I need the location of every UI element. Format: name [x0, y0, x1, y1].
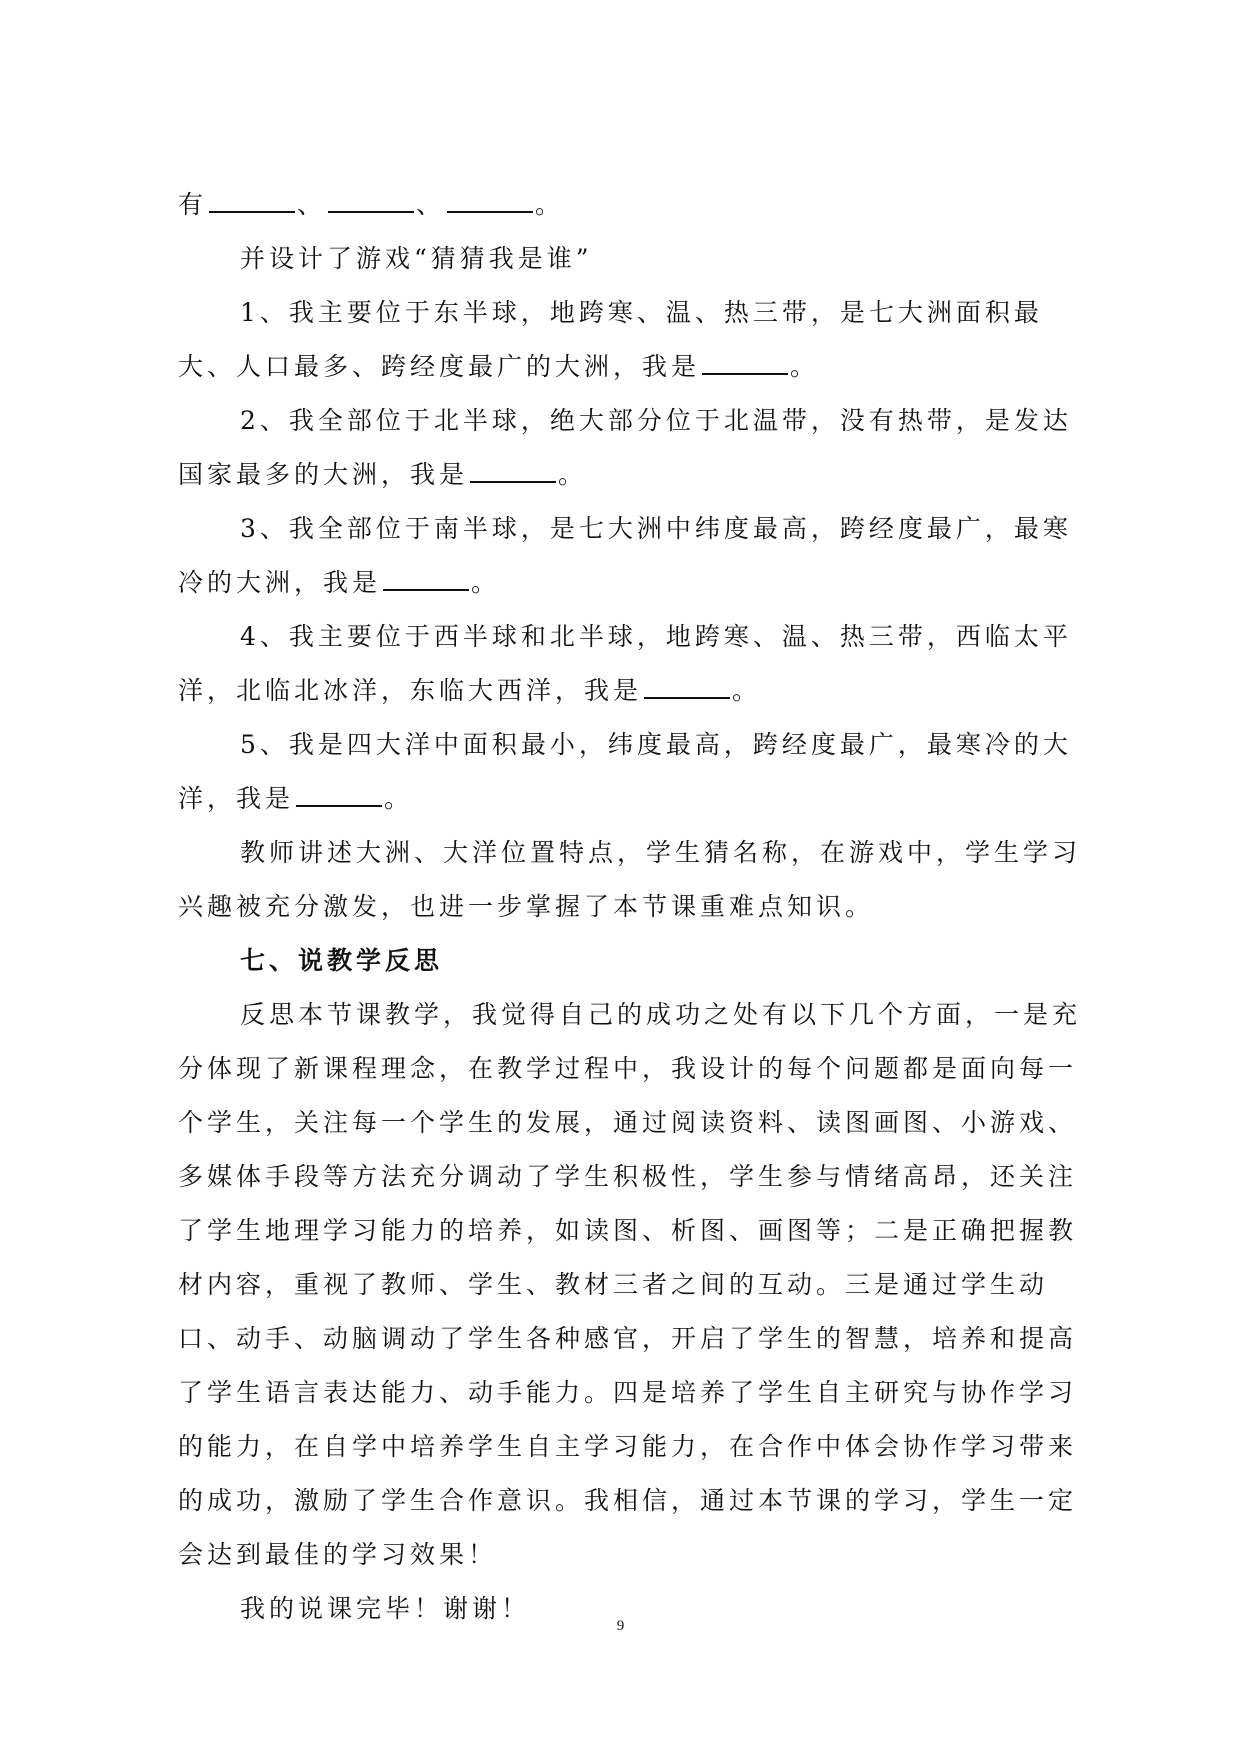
fill-blank [209, 183, 295, 213]
page-number: 9 [616, 1618, 625, 1634]
riddle-text: 3、我全部位于南半球，是七大洲中纬度最高，跨经度最广，最寒冷的大洲，我是 [178, 514, 1072, 597]
separator: 、 [297, 190, 327, 219]
period: 。 [384, 784, 414, 813]
riddle-text: 5、我是四大洋中面积最小，纬度最高，跨经度最广，最寒冷的大洋，我是 [178, 730, 1072, 813]
period: 。 [471, 568, 501, 597]
riddle-text: 4、我主要位于西半球和北半球，地跨寒、温、热三带，西临太平洋，北临北冰洋，东临大西洋，我是 [178, 622, 1072, 705]
period: 。 [535, 190, 565, 219]
page-content [178, 178, 1083, 1636]
riddle-text: 2、我全部位于北半球，绝大部分位于北温带，没有热带，是发达国家最多的大洲，我是 [178, 406, 1072, 489]
reflection-paragraph: 反思本节课教学，我觉得自己的成功之处有以下几个方面，一是充分体现了新课程理念，在教学过程中，我设计的每个问题都是面向每一个学生，关注每一个学生的发展，通过阅读资料、读图画图、小游戏、多媒体手段等方法充分调动了学生积极性，学生参与情绪高昂，还关注了学生地理学习能力的培养，如读图、析图、画图等；二是正确把握教材内容，重视了教师、学生、教材三者之间的互动。三是通过学生动口、动手、动脑调动了学生各种感官，开启了学生的智慧，培养和提高了学生语言表达能力、动手能力。四是培养了学生自主研究与协作学习的能力，在自学中培养学生自主学习能力，在合作中体会协作学习带来的成功，激励了学生合作意识。我相信，通过本节课的学习，学生一定会达到最佳的学习效果！ [178, 1000, 1082, 1569]
period: 。 [558, 460, 588, 489]
riddle-text: 1、我主要位于东半球，地跨寒、温、热三带，是七大洲面积最大、人口最多、跨经度最广的大洲，我是 [178, 298, 1043, 381]
riddle-4 [178, 610, 1083, 718]
separator: 、 [416, 190, 446, 219]
riddle-5 [178, 718, 1083, 826]
fill-blank [296, 777, 382, 807]
fill-blank [470, 453, 556, 483]
blank-line-paragraph [178, 178, 1083, 232]
riddle-3 [178, 502, 1083, 610]
blank-line-prefix: 有 [178, 190, 208, 219]
fill-blank [644, 669, 730, 699]
period: 。 [732, 676, 762, 705]
fill-blank [328, 183, 414, 213]
riddle-2 [178, 394, 1083, 502]
fill-blank [383, 561, 469, 591]
closing-line: 我的说课完毕！谢谢！ [240, 1594, 531, 1623]
game-intro: 并设计了游戏“猜猜我是谁” [240, 244, 593, 273]
fill-blank [702, 345, 788, 375]
period: 。 [790, 352, 820, 381]
fill-blank [447, 183, 533, 213]
riddle-1 [178, 286, 1083, 394]
game-summary: 教师讲述大洲、大洋位置特点，学生猜名称，在游戏中，学生学习兴趣被充分激发，也进一步掌握了本节课重难点知识。 [178, 838, 1082, 921]
section-heading: 七、说教学反思 [240, 946, 444, 975]
